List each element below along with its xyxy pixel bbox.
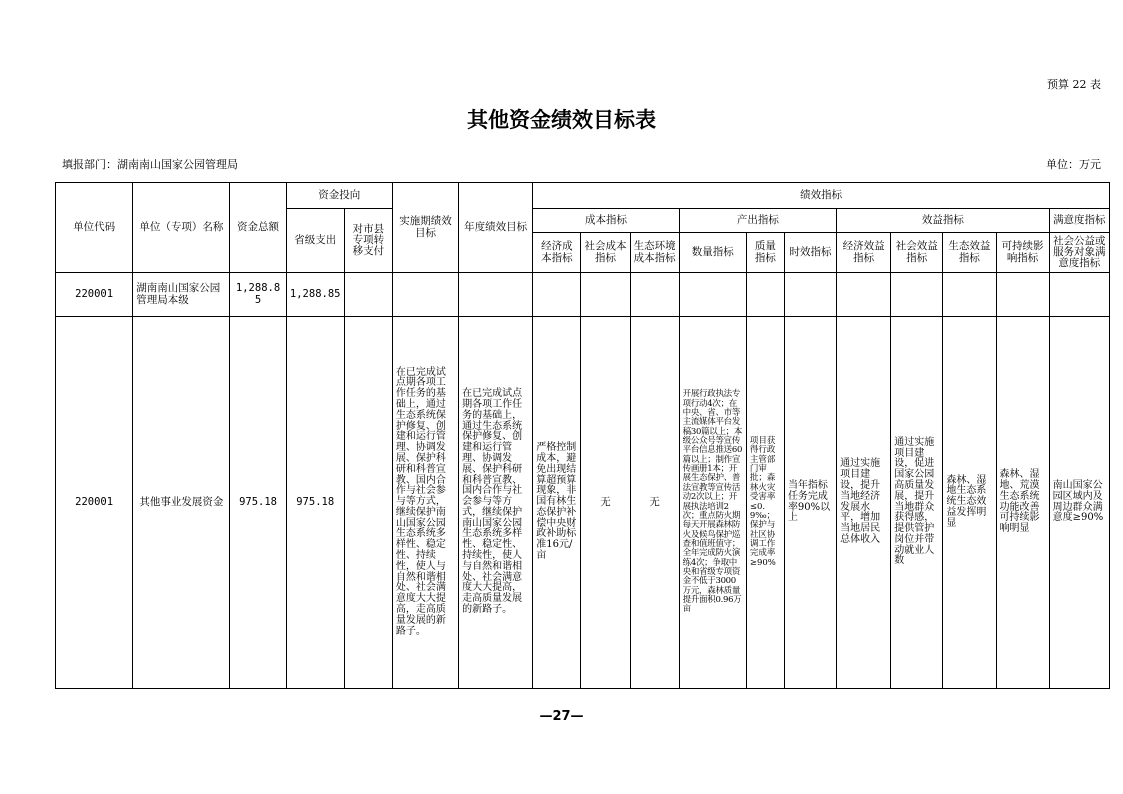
currency-unit: 单位：万元 xyxy=(1046,158,1101,171)
eco-benefit-cell xyxy=(943,273,996,317)
satisfaction-cell xyxy=(1049,273,1109,317)
timeliness-cell: 当年指标任务完成率90%以上 xyxy=(784,317,836,689)
social-cost-cell: 无 xyxy=(581,317,630,689)
eco-cost-cell: 无 xyxy=(630,317,679,689)
economic-benefit-cell: 通过实施项目建设，提升当地经济发展水平，增加当地居民总体收入 xyxy=(837,317,891,689)
header-implementation-goal: 实施期绩效目标 xyxy=(392,183,458,273)
impl-goal-cell: 在已完成试点期各项工作任务的基础上，通过生态系统保护修复、创建和运行管理、协调发展、保护科研和科普宣教、国内合作与社会参与等方式，继续保护南山国家公园生态系统多样性、稳定性、持续性，使人与自然和谐相处、社会满意度大大提高，走高质量发展的新路子。 xyxy=(392,317,458,689)
header-sustainable-impact: 可持续影响指标 xyxy=(996,233,1049,273)
annual-goal-cell: 在已完成试点期各项工作任务的基础上，通过生态系统保护修复、创建和运行管理、协调发展、保护科研和科普宣教、国内合作与社会参与等方式，继续保护南山国家公园生态系统多样性、稳定性、持续性，使人与自然和谐相处、社会满意度大大提高，走高质量发展的新路子。 xyxy=(459,317,533,689)
social-benefit-cell xyxy=(891,273,943,317)
table-row xyxy=(56,273,1110,317)
quality-cell xyxy=(746,273,784,317)
page-number: —27— xyxy=(539,709,584,724)
quantity-cell: 开展行政执法专项行动4次；在中央、省、市等主流媒体平台发稿30篇以上；本级公众号等宣传平台信息推送60篇以上；制作宣传画册1本；开展生态保护、普法宣教等宣传活动2次以上；开展执法培训2次；重点防火期每天开展森林防火及候鸟保护巡查和值班值守；全年完成防火演练4次；争取中央和省级专项资金不低于3000万元，森林质量提升面积0.96万亩 xyxy=(679,317,746,689)
performance-target-table xyxy=(55,182,1110,689)
header-output-indicators: 产出指标 xyxy=(679,209,836,233)
economic-benefit-cell xyxy=(837,273,891,317)
economic-cost-cell xyxy=(533,273,581,317)
header-eco-env-cost: 生态环境成本指标 xyxy=(630,233,679,273)
header-provincial-expenditure: 省级支出 xyxy=(286,209,344,273)
economic-cost-cell: 严格控制成本，避免出现结算超预算现象，非国有林生态保护补偿中央财政补助标准16元/亩 xyxy=(533,317,581,689)
transfer-cell xyxy=(344,273,392,317)
table-number-label: 预算 22 表 xyxy=(1047,78,1101,91)
header-quality: 质量指标 xyxy=(746,233,784,273)
provincial-cell: 1,288.85 xyxy=(286,273,344,317)
total-funds-cell: 1,288.85 xyxy=(230,273,286,317)
transfer-cell xyxy=(344,317,392,689)
header-satisfaction-indicators: 满意度指标 xyxy=(1049,209,1109,233)
header-economic-benefit: 经济效益指标 xyxy=(837,233,891,273)
header-quantity: 数量指标 xyxy=(679,233,746,273)
sustainable-cell: 森林、湿地、荒漠生态系统功能改善可持续影响明显 xyxy=(996,317,1049,689)
header-social-cost: 社会成本指标 xyxy=(581,233,630,273)
unit-code-cell: 220001 xyxy=(56,273,133,317)
eco-cost-cell xyxy=(630,273,679,317)
social-benefit-cell: 通过实施项目建设，促进国家公园高质量发展，提升当地群众获得感，提供管护岗位并带动就业人数 xyxy=(891,317,943,689)
header-total-funds: 资金总额 xyxy=(230,183,286,273)
table-row xyxy=(56,317,1110,689)
provincial-cell: 975.18 xyxy=(286,317,344,689)
header-economic-cost: 经济成本指标 xyxy=(533,233,581,273)
header-timeliness: 时效指标 xyxy=(784,233,836,273)
page-title: 其他资金绩效目标表 xyxy=(467,108,656,132)
header-fund-direction: 资金投向 xyxy=(286,183,392,209)
satisfaction-cell: 南山国家公园区域内及周边群众满意度≥90% xyxy=(1049,317,1109,689)
header-eco-benefit: 生态效益指标 xyxy=(943,233,996,273)
header-annual-goal: 年度绩效目标 xyxy=(459,183,533,273)
header-benefit-indicators: 效益指标 xyxy=(837,209,1050,233)
header-transfer-payment: 对市县专项转移支付 xyxy=(344,209,392,273)
header-unit-code: 单位代码 xyxy=(56,183,133,273)
timeliness-cell xyxy=(784,273,836,317)
unit-name-cell: 湖南南山国家公园管理局本级 xyxy=(133,273,230,317)
annual-goal-cell xyxy=(459,273,533,317)
sustainable-cell xyxy=(996,273,1049,317)
social-cost-cell xyxy=(581,273,630,317)
unit-code-cell: 220001 xyxy=(56,317,133,689)
quantity-cell xyxy=(679,273,746,317)
header-public-satisfaction: 社会公益或服务对象满意度指标 xyxy=(1049,233,1109,273)
unit-name-cell: 其他事业发展资金 xyxy=(133,317,230,689)
total-funds-cell: 975.18 xyxy=(230,317,286,689)
header-social-benefit: 社会效益指标 xyxy=(891,233,943,273)
header-cost-indicators: 成本指标 xyxy=(533,209,679,233)
eco-benefit-cell: 森林、湿地生态系统生态效益发挥明显 xyxy=(943,317,996,689)
reporting-department: 填报部门：湖南南山国家公园管理局 xyxy=(62,158,238,171)
quality-cell: 项目获得行政主管部门审批；森林火灾受害率≤0.9‰；保护与社区协调工作完成率≥90% xyxy=(746,317,784,689)
header-unit-name: 单位（专项）名称 xyxy=(133,183,230,273)
impl-goal-cell xyxy=(392,273,458,317)
header-performance-indicators: 绩效指标 xyxy=(533,183,1110,209)
